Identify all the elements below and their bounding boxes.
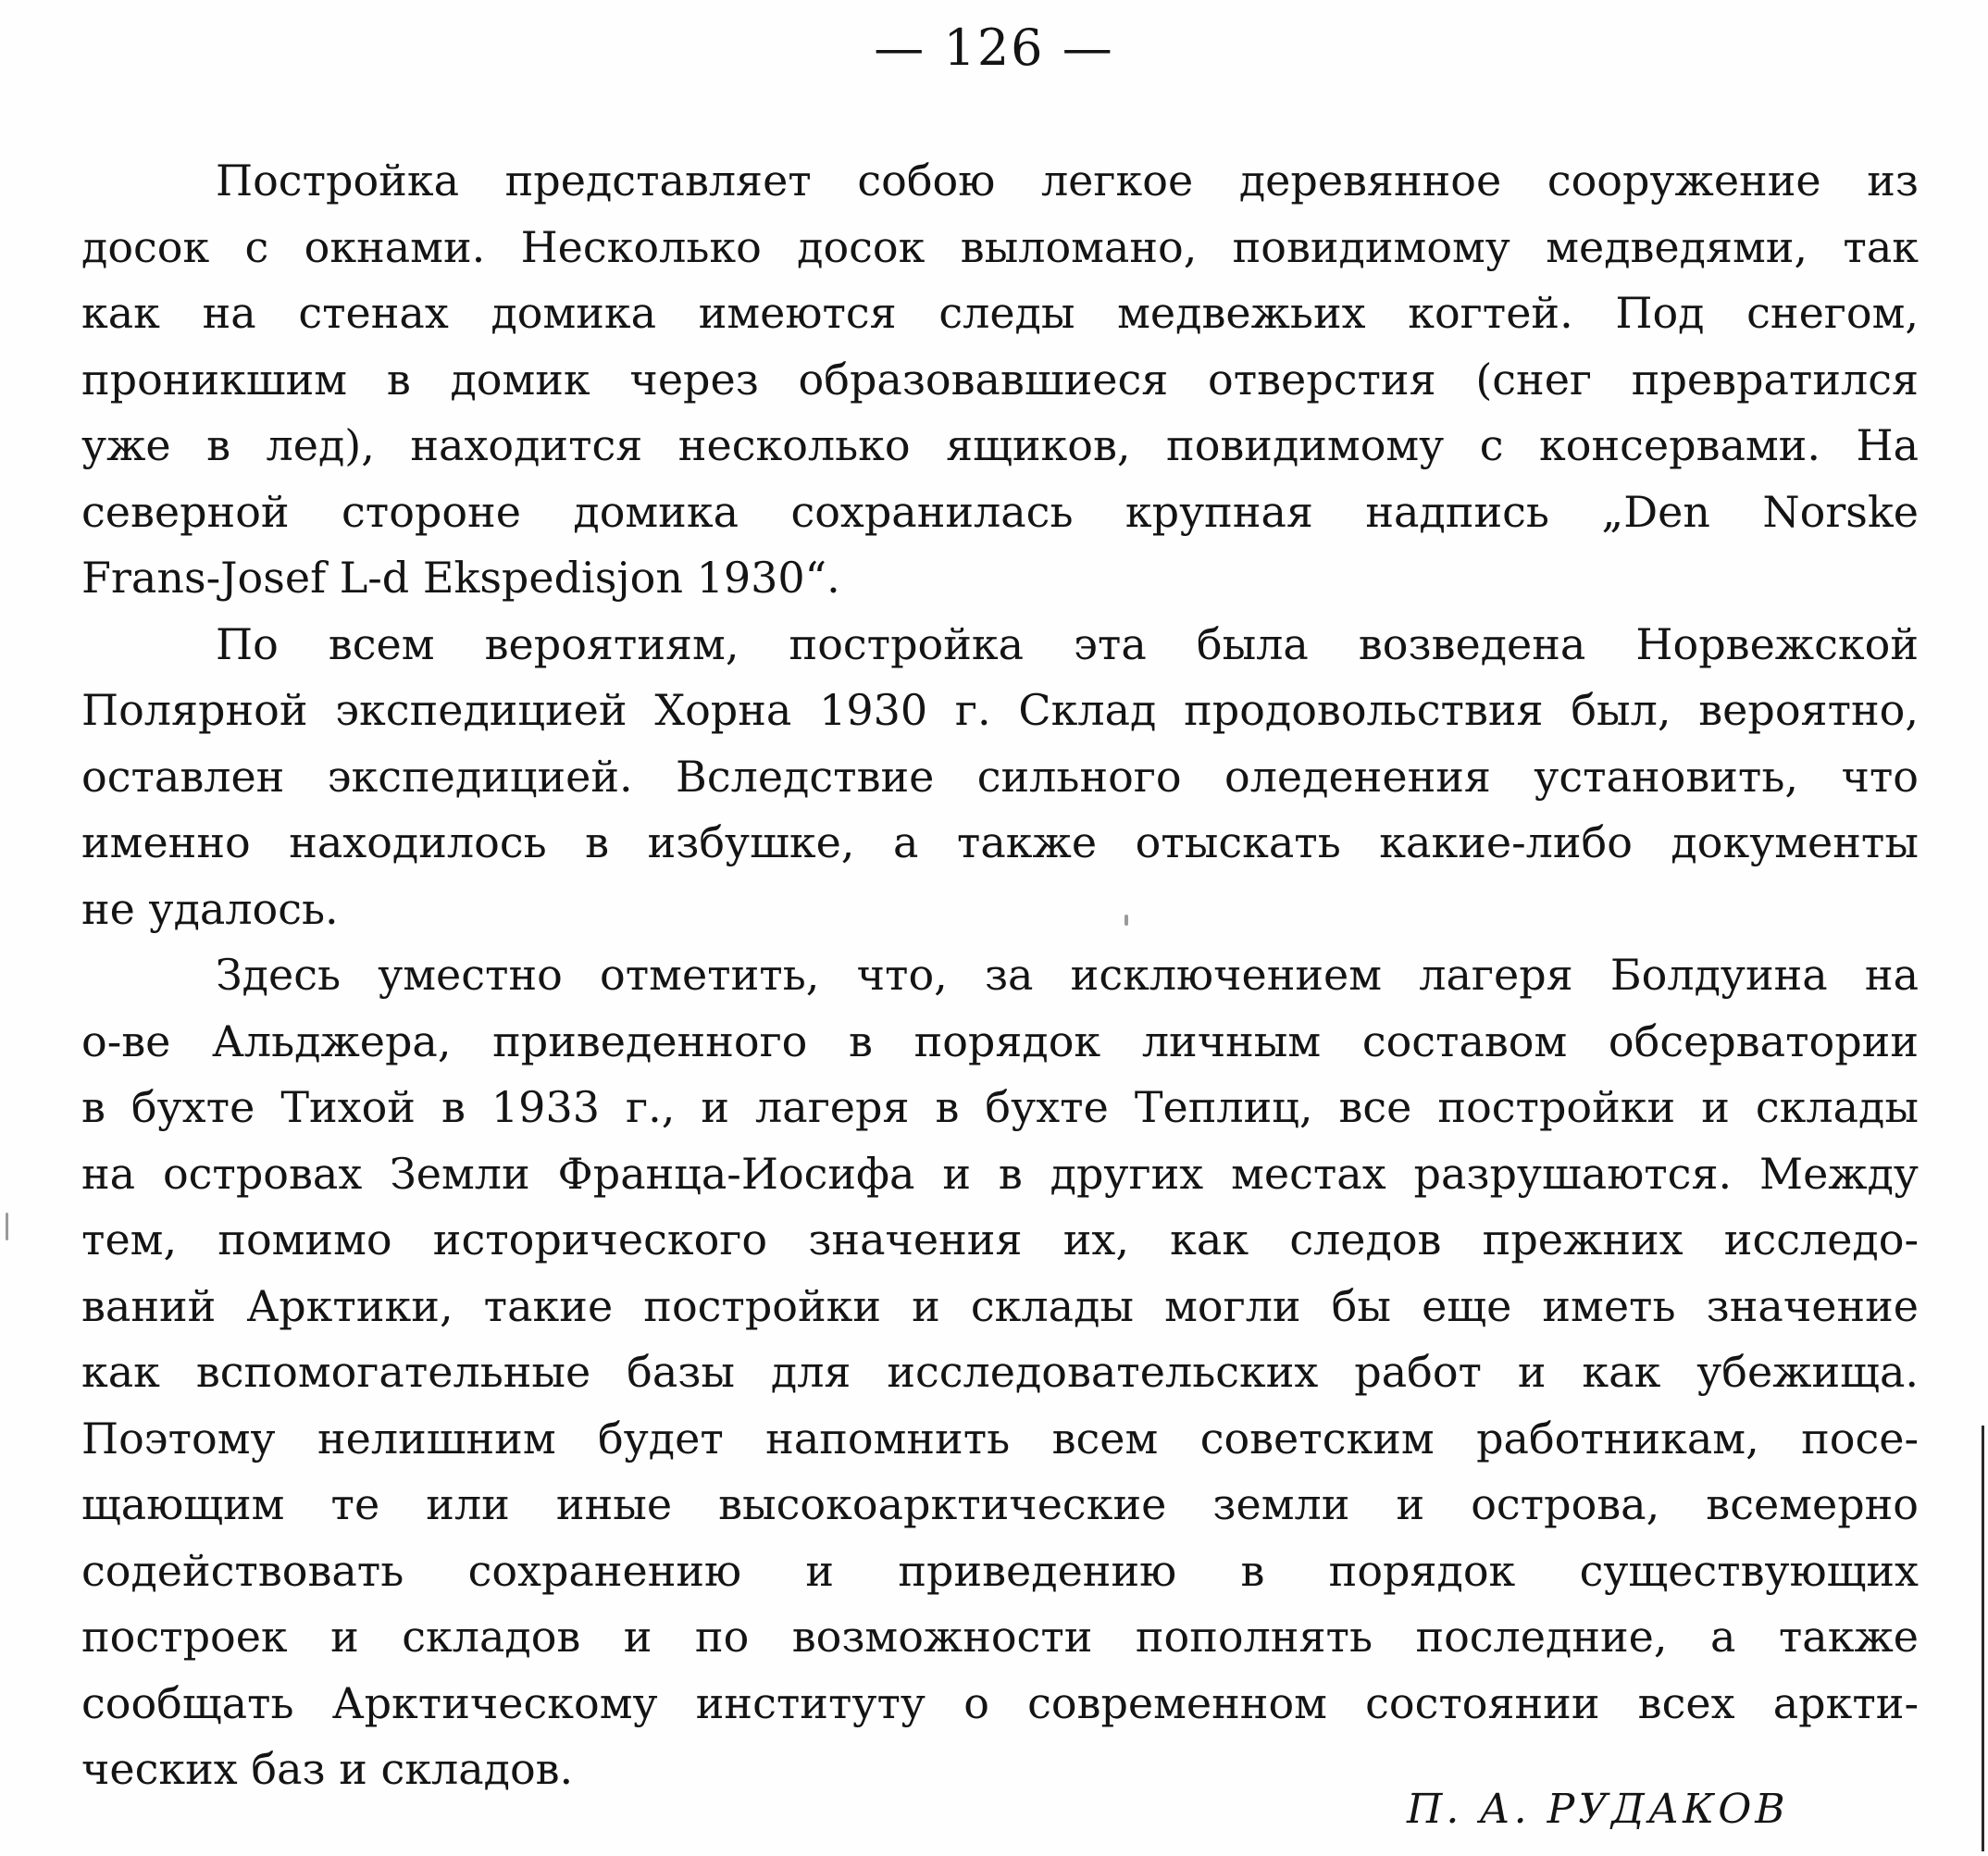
text-line: о-ве Альджера, приведенного в порядок личным составом обсерватории: [81, 1015, 1919, 1066]
article-body: [81, 148, 1919, 1803]
text-line: ваний Арктики, такие постройки и склады могли бы еще иметь значение: [81, 1280, 1919, 1331]
scan-speck: [1124, 915, 1128, 926]
text-line: щающим те или иные высокоарктические земли и острова, всемерно: [81, 1479, 1919, 1529]
text-line: северной стороне домика сохранилась крупная надпись „Den Norske: [81, 486, 1919, 537]
paragraph-2: [81, 612, 1919, 943]
text-line: Поэтому нелишним будет напомнить всем советским работникам, посе-: [81, 1413, 1919, 1464]
text-line: Полярной экспедицией Хорна 1930 г. Склад продовольствия был, вероятно,: [81, 685, 1919, 735]
text-line: По всем вероятиям, постройка эта была возведена Норвежской: [216, 618, 1919, 669]
text-line: как вспомогательные базы для исследовательских работ и как убежища.: [81, 1347, 1919, 1397]
text-line: не удалось.: [81, 883, 339, 934]
text-line: сообщать Арктическому институту о современном состоянии всех аркти-: [81, 1677, 1919, 1728]
text-line: построек и складов и по возможности пополнять последние, а также: [81, 1612, 1919, 1662]
text-line: досок с окнами. Несколько досок выломано, повидимому медведями, так: [81, 221, 1919, 272]
text-line: в бухте Тихой в 1933 г., и лагеря в бухте Теплиц, все постройки и склады: [81, 1082, 1919, 1132]
author-signature: П. А. РУДАКОВ: [1407, 1786, 1789, 1833]
text-line: Здесь уместно отметить, что, за исключением лагеря Болдуина на: [216, 950, 1919, 1000]
text-line: уже в лед), находится несколько ящиков, повидимому с консервами. На: [81, 420, 1919, 470]
scan-speck: [6, 1213, 8, 1240]
text-line: проникшим в домик через образовавшиеся отверстия (снег превратился: [81, 354, 1919, 405]
paragraph-3: [81, 942, 1919, 1803]
page-edge-line: [1982, 1426, 1984, 1851]
text-line: Постройка представляет собою легкое деревянное сооружение из: [216, 156, 1919, 206]
text-line: Frans-Josef L-d Ekspedisjon 1930“.: [81, 553, 840, 603]
paragraph-1: [81, 148, 1919, 612]
text-line: именно находилось в избушке, а также отыскать какие-либо документы: [81, 817, 1919, 867]
page-number: — 126 —: [874, 19, 1114, 77]
text-line: тем, помимо исторического значения их, как следов прежних исследо-: [81, 1214, 1919, 1264]
text-line: оставлен экспедицией. Вследствие сильного оледенения установить, что: [81, 751, 1919, 802]
text-line: как на стенах домика имеются следы медвежьих когтей. Под снегом,: [81, 288, 1919, 338]
text-line: содействовать сохранению и приведению в порядок существующих: [81, 1545, 1919, 1596]
text-line: ческих баз и складов.: [81, 1744, 574, 1794]
text-line: на островах Земли Франца-Иосифа и в других местах разрушаются. Между: [81, 1148, 1919, 1199]
